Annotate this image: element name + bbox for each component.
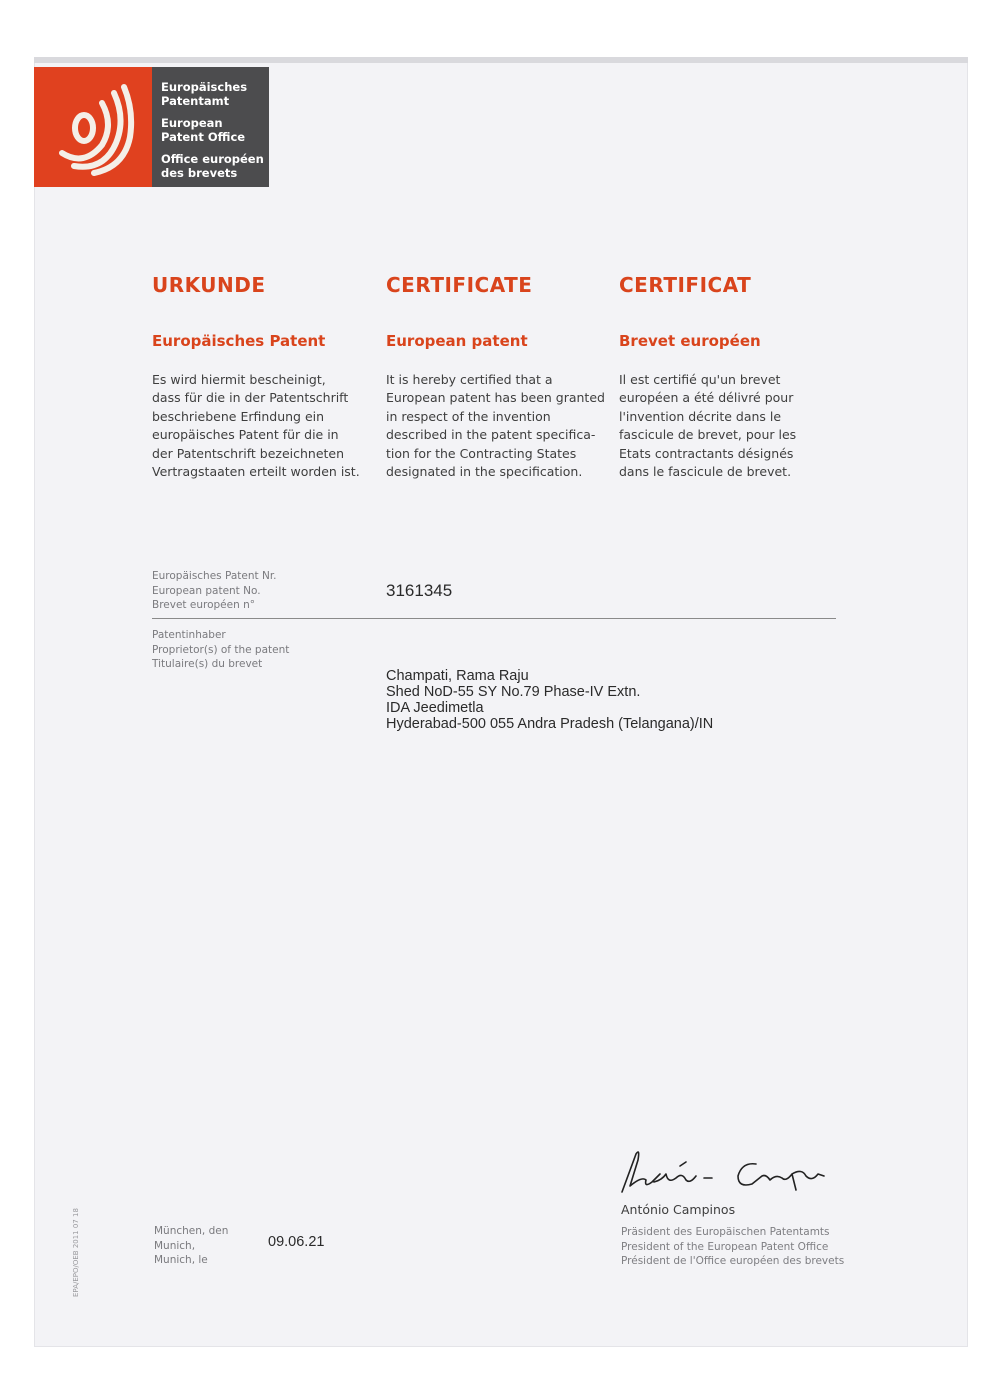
- logo-text-de: [161, 80, 247, 108]
- subheading-de: Europäisches Patent: [152, 332, 326, 350]
- paragraph-line: in respect of the invention: [386, 408, 551, 424]
- proprietor-address: [386, 668, 713, 732]
- paragraph-line: Es wird hiermit bescheinigt,: [152, 372, 326, 387]
- paragraph-line: der Patentschrift bezeichneten: [152, 445, 345, 461]
- logo-line: Office européen: [161, 152, 264, 166]
- paragraph-line: européen a été délivré pour: [619, 390, 794, 406]
- logo-line: Patent Office: [161, 130, 246, 144]
- heading-en: CERTIFICATE: [386, 273, 533, 297]
- signatory-name: António Campinos: [621, 1202, 736, 1217]
- logo-text-en: [161, 116, 245, 144]
- paragraph-de: [152, 371, 377, 481]
- paragraph-line: It is hereby certified that a: [386, 372, 553, 387]
- logo-text-fr: [161, 152, 264, 180]
- paragraph-line: European patent has been granted: [386, 390, 605, 406]
- signatory-title: President of the European Patent Office: [621, 1240, 829, 1253]
- logo-line: Patentamt: [161, 94, 230, 108]
- paragraph-line: dans le fascicule de brevet.: [619, 464, 792, 480]
- place-date-labels: [154, 1224, 228, 1268]
- proprietor-line: Hyderabad-500 055 Andra Pradesh (Telangana)/IN: [386, 716, 714, 732]
- proprietor-label: Titulaire(s) du brevet: [152, 658, 263, 670]
- subheading-en: European patent: [386, 332, 528, 350]
- paragraph-line: beschriebene Erfindung ein: [152, 408, 325, 424]
- sheet-top-edge: [34, 57, 968, 63]
- paragraph-line: Etats contractants désignés: [619, 445, 794, 461]
- signatory-titles: [621, 1225, 844, 1269]
- paragraph-line: described in the patent specifica-: [386, 427, 596, 443]
- proprietor-line: Shed NoD-55 SY No.79 Phase-IV Extn.: [386, 684, 641, 700]
- signatory-title: Präsident des Europäischen Patentamts: [621, 1226, 830, 1238]
- patent-number-label: European patent No.: [152, 584, 261, 597]
- form-code: EPA/EPO/OEB 2011 07 18: [72, 1208, 80, 1297]
- signature-image: [616, 1146, 836, 1202]
- handwritten-signature: [616, 1146, 836, 1198]
- proprietor-label: Patentinhaber: [152, 629, 226, 641]
- paragraph-en: [386, 371, 611, 481]
- epo-logo-icon: [34, 67, 152, 187]
- paragraph-line: Il est certifié qu'un brevet: [619, 372, 781, 387]
- paragraph-line: fascicule de brevet, pour les: [619, 427, 797, 443]
- signatory-title: Président de l'Office européen des brevets: [621, 1255, 845, 1267]
- paragraph-line: tion for the Contracting States: [386, 445, 577, 461]
- subheading-fr: Brevet européen: [619, 332, 761, 350]
- heading-de: URKUNDE: [152, 273, 266, 297]
- place-label: Munich,: [154, 1239, 196, 1252]
- divider-line: [152, 618, 836, 619]
- paragraph-line: l'invention décrite dans le: [619, 408, 782, 424]
- paragraph-fr: [619, 371, 834, 481]
- patent-number: 3161345: [386, 581, 453, 600]
- patent-number-labels: [152, 569, 277, 613]
- proprietor-line: Champati, Rama Raju: [386, 668, 529, 684]
- heading-fr: CERTIFICAT: [619, 273, 752, 297]
- proprietor-line: IDA Jeedimetla: [386, 700, 484, 716]
- paragraph-line: dass für die in der Patentschrift: [152, 390, 349, 406]
- logo-line: des brevets: [161, 166, 238, 180]
- proprietor-label: Proprietor(s) of the patent: [152, 643, 290, 656]
- logo-line: Europäisches: [161, 80, 248, 94]
- epo-logo-mark: [34, 67, 152, 187]
- paragraph-line: designated in the specification.: [386, 464, 583, 480]
- patent-number-label: Brevet européen n°: [152, 599, 255, 611]
- place-label: Munich, le: [154, 1254, 208, 1266]
- proprietor-labels: [152, 628, 289, 672]
- logo-line: European: [161, 116, 223, 130]
- grant-date: 09.06.21: [268, 1234, 325, 1250]
- paragraph-line: europäisches Patent für die in: [152, 427, 339, 443]
- patent-number-label: Europäisches Patent Nr.: [152, 570, 277, 582]
- paragraph-line: Vertragstaaten erteilt worden ist.: [152, 464, 360, 480]
- place-label: München, den: [154, 1225, 229, 1237]
